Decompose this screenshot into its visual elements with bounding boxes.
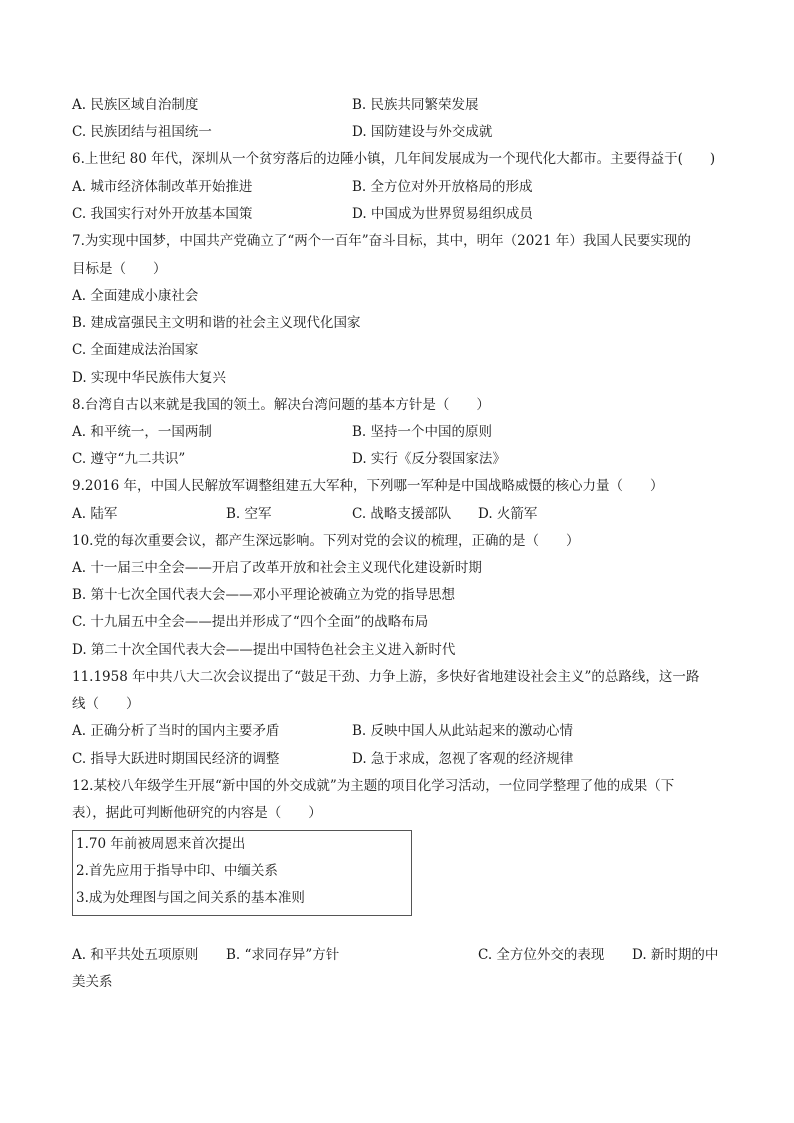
q11-option-d: D. 急于求成，忽视了客观的经济规律 <box>352 751 574 767</box>
q10-option-d: D. 第二十次全国代表大会——提出中国特色社会主义进入新时代 <box>72 642 456 658</box>
q12-option-b: B. “求同存异”方针 <box>226 947 340 963</box>
q6-option-a: A. 城市经济体制改革开始推进 <box>72 179 253 195</box>
q8-option-d: D. 实行《反分裂国家法》 <box>352 451 506 467</box>
q7-stem-line1: 7.为实现中国梦，中国共产党确立了“两个一百年”奋斗目标，其中，明年（2021 年）我国人民要实现的 <box>72 233 691 249</box>
q11-stem-line2: 线（ ） <box>72 696 140 712</box>
q10-option-c: C. 十九届五中全会——提出并形成了“四个全面”的战略布局 <box>72 614 429 630</box>
q8-option-b: B. 坚持一个中国的原则 <box>352 424 493 440</box>
q6-stem: 6.上世纪 80 年代，深圳从一个贫穷落后的边陲小镇，几年间发展成为一个现代化大都市。主要得益于( ) <box>72 151 716 167</box>
q12-table-row: 1.70 年前被周恩来首次提出 <box>76 836 246 852</box>
q7-stem-line2: 目标是（ ） <box>72 261 167 277</box>
q12-option-d: D. 新时期的中 <box>632 947 719 963</box>
q9-stem: 9.2016 年，中国人民解放军调整组建五大军种，下列哪一军种是中国战略威慑的核心力量（ ） <box>72 478 664 494</box>
q12-stem-line2: 表），据此可判断他研究的内容是（ ） <box>72 805 322 821</box>
q8-option-c: C. 遵守“九二共识” <box>72 451 186 467</box>
q12-option-d-wrap: 美关系 <box>72 974 113 990</box>
q11-stem-line1: 11.1958 年中共八大二次会议提出了“鼓足干劲、力争上游，多快好省地建设社会主义”的总路线，这一路 <box>72 669 700 685</box>
q7-option-b: B. 建成富强民主文明和谐的社会主义现代化国家 <box>72 315 361 331</box>
q12-table-row: 3.成为处理图与国之间关系的基本准则 <box>76 890 305 906</box>
q7-option-a: A. 全面建成小康社会 <box>72 288 199 304</box>
q7-option-c: C. 全面建成法治国家 <box>72 342 199 358</box>
q11-option-a: A. 正确分析了当时的国内主要矛盾 <box>72 723 280 739</box>
q12-stem-line1: 12.某校八年级学生开展“新中国的外交成就”为主题的项目化学习活动，一位同学整理了他的成果（下 <box>72 778 675 794</box>
q11-option-b: B. 反映中国人从此站起来的激动心情 <box>352 723 574 739</box>
q10-option-a: A. 十一届三中全会——开启了改革开放和社会主义现代化建设新时期 <box>72 560 482 576</box>
q8-option-a: A. 和平统一，一国两制 <box>72 424 212 440</box>
q9-option-b: B. 空军 <box>226 506 272 522</box>
q10-option-b: B. 第十七次全国代表大会——邓小平理论被确立为党的指导思想 <box>72 587 456 603</box>
q5-option-c: C. 民族团结与祖国统一 <box>72 124 212 140</box>
q9-option-d: D. 火箭军 <box>478 506 538 522</box>
q6-option-b: B. 全方位对外开放格局的形成 <box>352 179 533 195</box>
q12-option-c: C. 全方位外交的表现 <box>478 947 605 963</box>
q5-option-a: A. 民族区域自治制度 <box>72 97 199 113</box>
q9-option-c: C. 战略支援部队 <box>352 506 452 522</box>
q12-option-a: A. 和平共处五项原则 <box>72 947 199 963</box>
q9-option-a: A. 陆军 <box>72 506 118 522</box>
q5-option-b: B. 民族共同繁荣发展 <box>352 97 479 113</box>
q6-option-c: C. 我国实行对外开放基本国策 <box>72 206 253 222</box>
q8-stem: 8.台湾自古以来就是我国的领土。解决台湾问题的基本方针是（ ） <box>72 397 490 413</box>
q5-option-d: D. 国防建设与外交成就 <box>352 124 493 140</box>
q7-option-d: D. 实现中华民族伟大复兴 <box>72 370 226 386</box>
q10-stem: 10.党的每次重要会议，都产生深远影响。下列对党的会议的梳理，正确的是（ ） <box>72 533 580 549</box>
q12-info-table <box>72 830 412 916</box>
q6-option-d: D. 中国成为世界贸易组织成员 <box>352 206 533 222</box>
q11-option-c: C. 指导大跃进时期国民经济的调整 <box>72 751 280 767</box>
q12-table-row: 2.首先应用于指导中印、中缅关系 <box>76 863 278 879</box>
